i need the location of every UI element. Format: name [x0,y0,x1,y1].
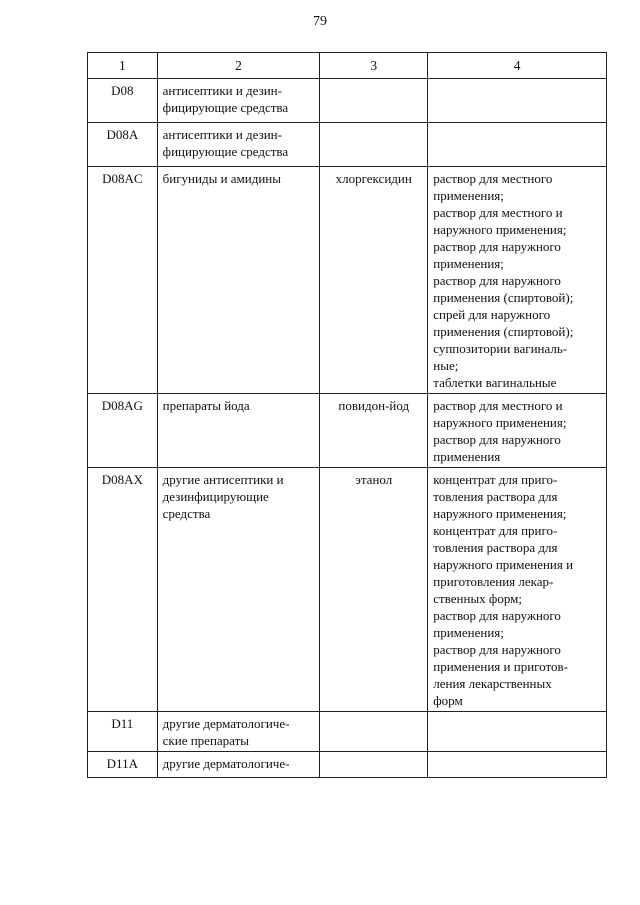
table-row [88,167,607,394]
table-row [88,752,607,778]
group-name [157,167,320,394]
dosage-form-line: применения; [433,188,504,203]
group-name [157,123,320,167]
table-row [88,123,607,167]
dosage-forms [428,79,607,123]
drug-name: этанол [320,468,428,712]
table-row [88,79,607,123]
dosage-form-line: наружного применения; [433,222,567,237]
dosage-form-line: товления раствора для [433,489,558,504]
group-name [157,79,320,123]
dosage-form-line: суппозитории вагиналь- [433,341,568,356]
page-number: 79 [313,14,327,29]
dosage-form-line: раствор для наружного [433,432,561,447]
dosage-form-line: концентрат для приго- [433,523,558,538]
atc-code: D08AX [88,468,158,712]
header-col-2: 2 [157,53,320,79]
dosage-forms [428,167,607,394]
dosage-form-line: применения; [433,256,504,271]
dosage-form-line: раствор для наружного [433,642,561,657]
drug-name [320,123,428,167]
header-col-4: 4 [428,53,607,79]
dosage-form-line: концентрат для приго- [433,472,558,487]
header-col-1: 1 [88,53,158,79]
group-name [157,468,320,712]
header-col-3: 3 [320,53,428,79]
atc-code: D08 [88,79,158,123]
dosage-form-line: раствор для наружного [433,608,561,623]
dosage-form-line: наружного применения; [433,506,567,521]
dosage-forms [428,123,607,167]
dosage-form-line: ственных форм; [433,591,522,606]
dosage-form-line: раствор для местного и [433,398,563,413]
dosage-form-line: наружного применения и [433,557,574,572]
table-header-row [88,53,607,79]
atc-code: D11A [88,752,158,778]
table-row [88,712,607,752]
dosage-form-line: наружного применения; [433,415,567,430]
drug-name [320,752,428,778]
drug-name [320,79,428,123]
table-row [88,394,607,468]
dosage-forms [428,394,607,468]
dosage-form-line: форм [433,693,463,708]
dosage-form-line: товления раствора для [433,540,558,555]
drug-name [320,712,428,752]
group-name-line: препараты йода [162,398,250,413]
group-name [157,394,320,468]
drug-classification-table [87,52,607,778]
group-name [157,712,320,752]
group-name-line: фицирующие средства [162,144,289,159]
group-name-line: дезинфицирующие [162,489,269,504]
dosage-form-line: раствор для наружного [433,273,561,288]
dosage-form-line: раствор для местного и [433,205,563,220]
dosage-form-line: спрей для наружного [433,307,551,322]
group-name-line: средства [162,506,211,521]
atc-code: D08AC [88,167,158,394]
group-name-line: антисептики и дезин- [162,127,282,142]
dosage-form-line: раствор для местного [433,171,553,186]
group-name-line: бигуниды и амидины [162,171,281,186]
group-name-line: другие дерматологиче- [162,716,290,731]
dosage-form-line: раствор для наружного [433,239,561,254]
dosage-form-line: применения (спиртовой); [433,324,574,339]
group-name-line: антисептики и дезин- [162,83,282,98]
dosage-form-line: приготовления лекар- [433,574,554,589]
group-name-line: ские препараты [162,733,250,748]
atc-code: D08A [88,123,158,167]
dosage-forms [428,468,607,712]
dosage-form-line: применения; [433,625,504,640]
dosage-form-line: применения и приготов- [433,659,568,674]
atc-code: D11 [88,712,158,752]
group-name-line: другие дерматологиче- [162,756,290,771]
atc-code: D08AG [88,394,158,468]
table-row [88,468,607,712]
dosage-form-line: таблетки вагинальные [433,375,557,390]
dosage-form-line: применения (спиртовой); [433,290,574,305]
dosage-form-line: ления лекарственных [433,676,552,691]
dosage-forms [428,712,607,752]
group-name [157,752,320,778]
group-name-line: другие антисептики и [162,472,284,487]
drug-name: повидон-йод [320,394,428,468]
dosage-form-line: ные; [433,358,459,373]
dosage-form-line: применения [433,449,501,464]
group-name-line: фицирующие средства [162,100,289,115]
dosage-forms [428,752,607,778]
drug-name: хлоргексидин [320,167,428,394]
